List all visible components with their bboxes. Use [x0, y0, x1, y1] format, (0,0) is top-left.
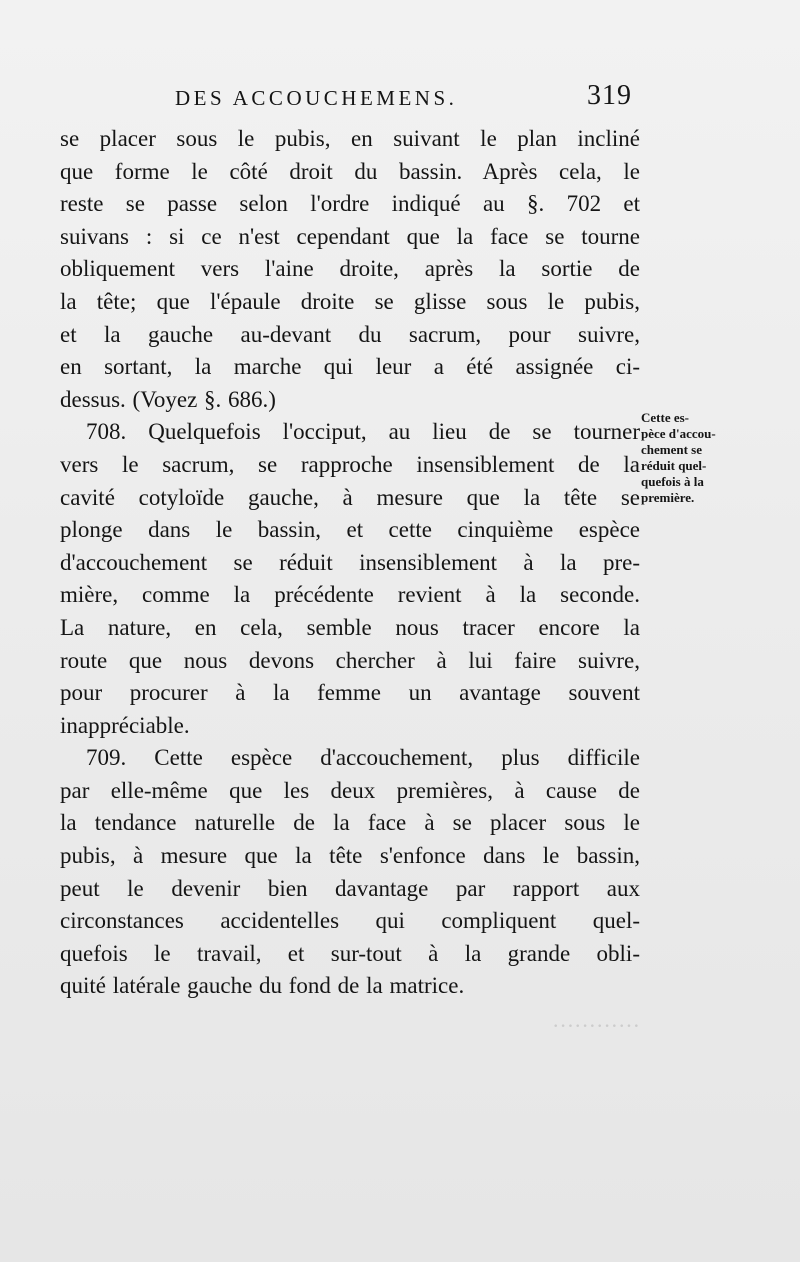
text-line: obliquement vers l'aine droite, après la sortie de — [60, 256, 640, 282]
text-line: quité latérale gauche du fond de la matrice. — [60, 973, 465, 999]
text-line: d'accouchement se réduit insensiblement à la pre- — [60, 549, 640, 575]
text-line: se placer sous le pubis, en suivant le plan incliné — [60, 126, 640, 151]
text-line: suivans : si ce n'est cependant que la face se tourne — [60, 223, 640, 249]
text-line: pour procurer à la femme un avantage souvent — [60, 680, 640, 706]
text-line: en sortant, la marche qui leur a été assignée ci- — [60, 354, 640, 380]
body-text — [60, 123, 640, 1003]
text-line: plonge dans le bassin, et cette cinquième espèce — [60, 517, 640, 543]
show-through-text: ············ — [552, 1013, 640, 1038]
marginal-note — [641, 410, 761, 506]
text-line: que forme le côté droit du bassin. Après cela, le — [60, 158, 640, 184]
paragraph-709-start: 709. Cette espèce d'accouchement, plus difficile — [86, 745, 640, 771]
text-line: inappréciable. — [60, 712, 190, 738]
running-head: DES ACCOUCHEMENS. — [175, 86, 458, 110]
marginal-note-line: Cette es- — [641, 410, 689, 425]
marginal-note-line: chement se — [641, 442, 703, 457]
text-line: et la gauche au-devant du sacrum, pour suivre, — [60, 321, 640, 347]
page-header — [0, 78, 800, 118]
marginal-note-line: pèce d'accou- — [641, 426, 716, 441]
text-line: La nature, en cela, semble nous tracer encore la — [60, 614, 640, 640]
marginal-note-line: réduit quel- — [641, 458, 707, 473]
text-line: la tendance naturelle de la face à se placer sous le — [60, 810, 640, 836]
text-line: par elle-même que les deux premières, à cause de — [60, 777, 640, 803]
text-line: vers le sacrum, se rapproche insensiblement de la — [60, 451, 640, 477]
page-number: 319 — [587, 80, 632, 111]
text-line: pubis, à mesure que la tête s'enfonce dans le bassin, — [60, 843, 640, 869]
text-line: peut le devenir bien davantage par rapport aux — [60, 875, 640, 901]
text-line: mière, comme la précédente revient à la seconde. — [60, 582, 640, 608]
marginal-note-line: première. — [641, 490, 695, 505]
text-line: reste se passe selon l'ordre indiqué au §. 702 et — [60, 191, 640, 217]
text-line: la tête; que l'épaule droite se glisse sous le pubis, — [60, 288, 640, 314]
text-line: circonstances accidentelles qui compliquent quel- — [60, 908, 640, 934]
text-line: cavité cotyloïde gauche, à mesure que la tête se — [60, 484, 640, 510]
text-line: route que nous devons chercher à lui faire suivre, — [60, 647, 640, 673]
text-line: quefois le travail, et sur-tout à la grande obli- — [60, 940, 640, 966]
paragraph-708-start: 708. Quelquefois l'occiput, au lieu de se tourner — [86, 419, 640, 445]
marginal-note-line: quefois à la — [641, 474, 704, 489]
text-line: dessus. (Voyez §. 686.) — [60, 386, 276, 412]
